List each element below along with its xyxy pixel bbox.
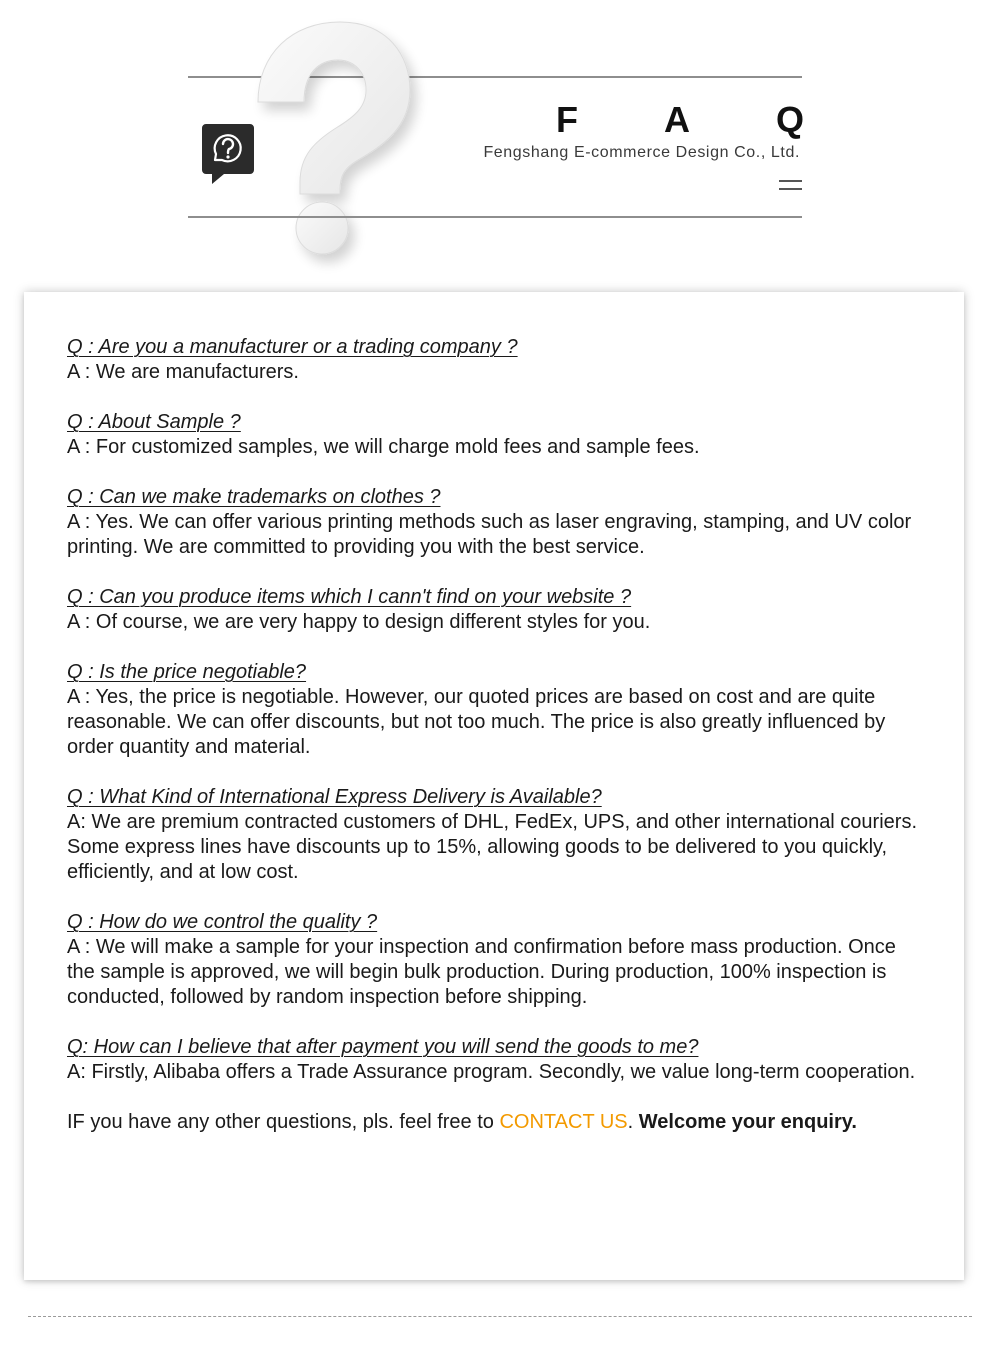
faq-answer: A : Of course, we are very happy to design different styles for you. <box>67 611 651 633</box>
faq-answer: A: Firstly, Alibaba offers a Trade Assurance program. Secondly, we value long-term cooperation. <box>67 1061 916 1083</box>
faq-answer: A : For customized samples, we will charge mold fees and sample fees. <box>67 436 700 458</box>
faq-answer: A : We are manufacturers. <box>67 361 299 383</box>
chat-question-icon <box>202 124 254 184</box>
closing-item <box>67 1110 929 1135</box>
closing-prefix: IF you have any other questions, pls. feel free to <box>67 1111 500 1133</box>
faq-answer: A: We are premium contracted customers of DHL, FedEx, UPS, and other international couriers. Some express lines have discounts up to 15%, allowing goods to be delivered to you quickly, efficiently, and at low cost. <box>67 811 917 883</box>
faq-question: Q : Is the price negotiable? <box>67 661 307 683</box>
title-letter: Q <box>775 99 804 140</box>
faq-question: Q : What Kind of International Express Delivery is Available? <box>67 786 602 808</box>
welcome-enquiry: Welcome your enquiry. <box>638 1111 857 1133</box>
faq-question: Q : How do we control the quality ? <box>67 911 378 933</box>
menu-icon-bar <box>779 188 802 190</box>
faq-list <box>67 335 929 1160</box>
menu-icon <box>779 178 802 192</box>
title-letter: F <box>556 99 578 140</box>
menu-icon-bar <box>779 180 802 182</box>
header-bottom-rule <box>188 216 802 218</box>
faq-item <box>67 910 929 1010</box>
faq-header <box>0 0 1000 290</box>
faq-item <box>67 335 929 385</box>
dashed-divider <box>28 1316 972 1317</box>
faq-item <box>67 410 929 460</box>
faq-answer: A : We will make a sample for your inspection and confirmation before mass production. Once the sample is approved, we will begin bulk production. During production, 100% inspection is conducted, followed by random inspection before shipping. <box>67 936 896 1008</box>
faq-question: Q: How can I believe that after payment you will send the goods to me? <box>67 1036 699 1058</box>
faq-item <box>67 1035 929 1085</box>
company-name: Fengshang E-commerce Design Co., Ltd. <box>483 144 800 161</box>
contact-us-link[interactable]: CONTACT US <box>499 1111 628 1133</box>
faq-question: Q : About Sample ? <box>67 411 241 433</box>
faq-card <box>24 292 964 1280</box>
faq-item <box>67 485 929 560</box>
faq-answer: A : Yes, the price is negotiable. However, our quoted prices are based on cost and are quite reasonable. We can offer discounts, but not too much. The price is also greatly influenced by order quantity and material. <box>67 686 886 758</box>
faq-question: Q : Are you a manufacturer or a trading company ? <box>67 336 518 358</box>
faq-question: Q : Can we make trademarks on clothes ? <box>67 486 441 508</box>
title-letter: A <box>663 99 690 140</box>
faq-item <box>67 660 929 760</box>
faq-item <box>67 585 929 635</box>
closing-text <box>67 1110 929 1135</box>
faq-answer: A : Yes. We can offer various printing methods such as laser engraving, stamping, and UV color printing. We are committed to providing you with the best service. <box>67 511 912 558</box>
faq-question: Q : Can you produce items which I cann't find on your website ? <box>67 586 632 608</box>
page-title <box>556 98 804 142</box>
question-mark-icon <box>230 10 450 290</box>
faq-item <box>67 785 929 885</box>
closing-separator: . <box>627 1111 639 1133</box>
